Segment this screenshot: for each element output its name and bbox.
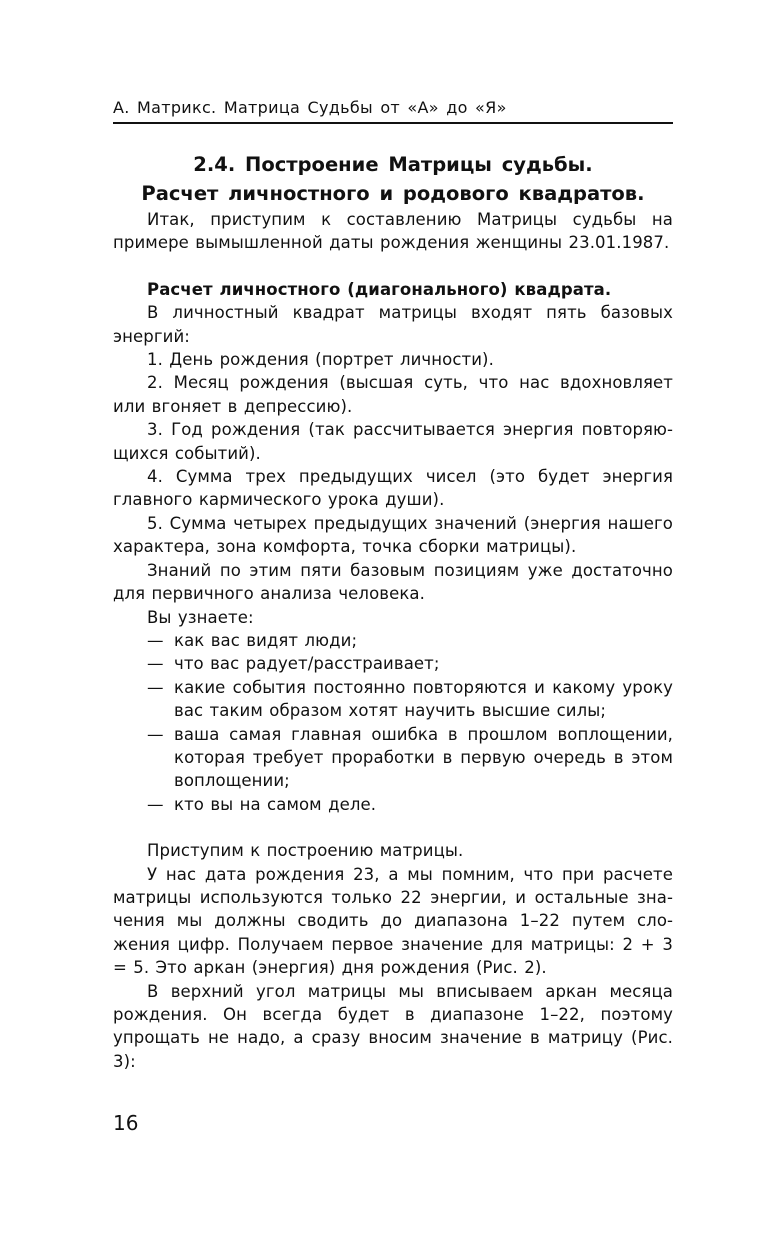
section-title-line-1: 2.4. Построение Матрицы судьбы. [193,153,593,176]
month-paragraph: В верхний угол матрицы мы вписываем аркан месяца рождения. Он всегда будет в диапазоне 1–22, поэтому упрощать не надо, а сразу вносим значение в матрицу (Рис. 3): [113,981,673,1071]
date-paragraph: У нас дата рождения 23, а мы помним, что при расчете матрицы используются только 22 энергии, и остальные значения мы должны сводить до диапазона 1–22 путем сложения цифр. Получаем первое значение для матрицы: 2 + 3 = 5. Это аркан (энергия) дня рождения (Рис. 2). [113,864,673,978]
running-header: А. Матрикс. Матрица Судьбы от «А» до «Я» [113,96,673,124]
list-item [113,676,673,723]
intro-paragraph: Итак, приступим к составлению Матрицы судьбы на примере вымышленной даты рождения женщины 23.01.1987. [113,210,673,253]
dash-marker: — [147,677,164,697]
numbered-item: 4. Сумма трех предыдущих чисел (это будет энергия главного кармического урока души). [113,467,673,510]
list-item [113,793,673,816]
dash-marker: — [147,794,164,814]
spacer [113,816,673,839]
section-title-line-2: Расчет личностного и родового квадратов. [141,182,645,205]
dash-marker: — [147,724,164,744]
list-item [113,652,673,675]
list-item-text: как вас видят люди; [174,630,358,650]
page-number: 16 [113,1111,139,1135]
numbered-item: 3. Год рождения (так рассчитывается энергия повторяющихся событий). [113,420,673,463]
numbered-item: 2. Месяц рождения (высшая суть, что нас вдохновляет или вгоняет в депрессию). [113,373,673,416]
spacer [113,255,673,278]
numbered-item: 5. Сумма четырех предыдущих значений (энергия нашего характера, зона комфорта, точка сборки матрицы). [113,513,673,557]
page-content [113,96,673,1073]
numbered-item: 1. День рождения (портрет личности). [147,350,494,370]
start-paragraph: Приступим к построению матрицы. [147,841,464,861]
bullet-list [113,629,673,816]
list-item [113,723,673,793]
subheading: Расчет личностного (диагонального) квадрата. [147,279,612,299]
list-item-text: какие события постоянно повторяются и какому уроку вас таким образом хотят научить высшие силы; [174,677,673,721]
dash-marker: — [147,654,164,674]
base-energies-paragraph: В личностный квадрат матрицы входят пять базовых энергий: [113,303,673,346]
section-title [113,150,673,208]
knowledge-paragraph: Знаний по этим пяти базовым позициям уже достаточно для первичного анализа человека. [113,560,673,604]
list-item [113,629,673,652]
dash-marker: — [147,630,164,650]
list-item-text: что вас радует/расстраивает; [174,654,440,674]
list-item-text: ваша самая главная ошибка в прошлом воплощении, которая требует проработки в первую очередь в этом воплощении; [174,724,673,791]
learn-paragraph: Вы узнаете: [147,607,254,627]
list-item-text: кто вы на самом деле. [174,794,377,814]
